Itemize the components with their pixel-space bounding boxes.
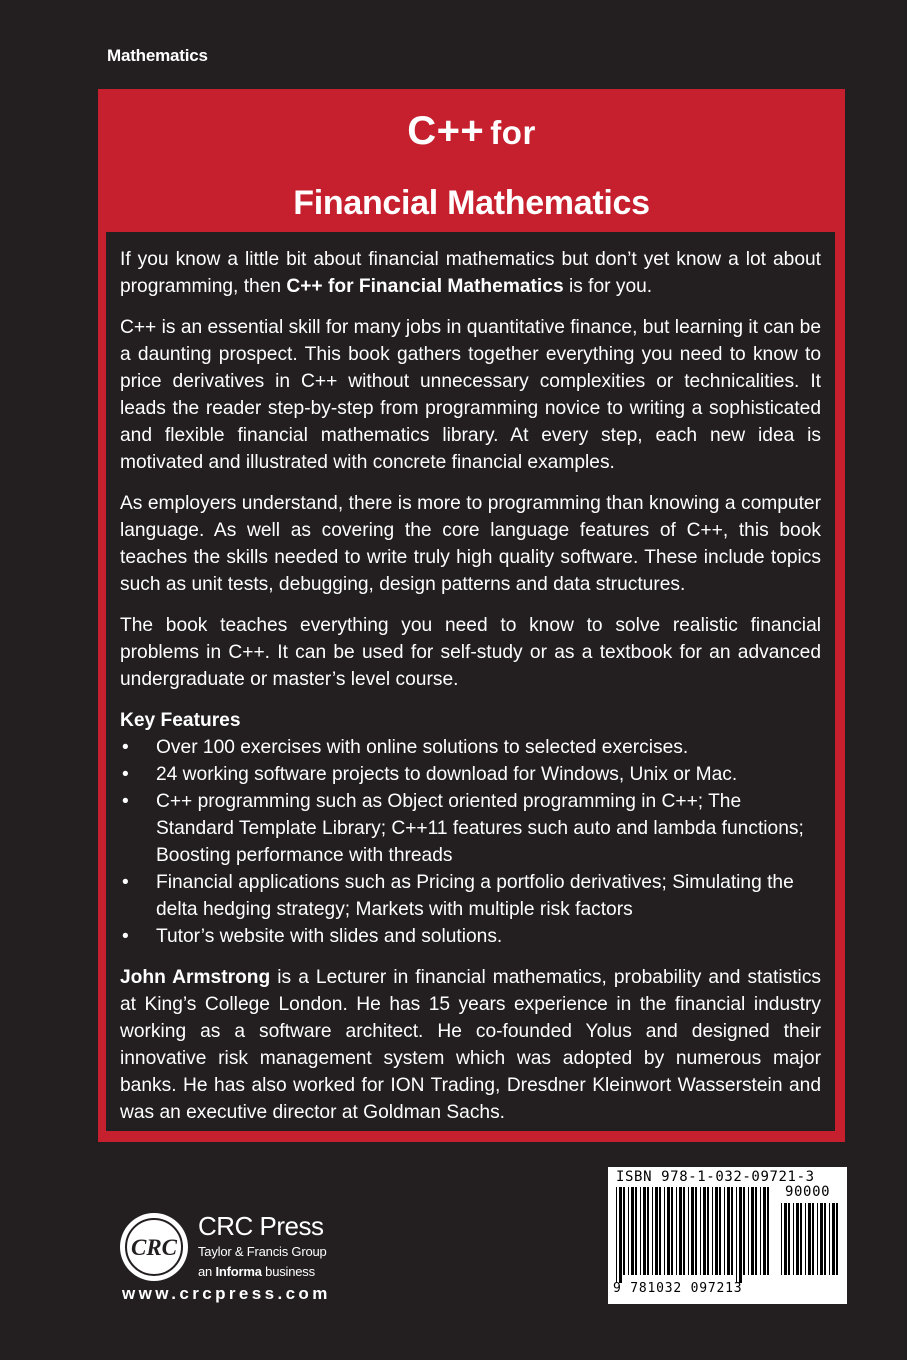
barcode-bars-addon [781,1203,843,1283]
paragraph-intro-text-b: is for you. [563,276,653,297]
barcode-bar [808,1203,811,1275]
price-code: 90000 [785,1184,831,1200]
barcode-bar [739,1187,742,1283]
publisher-url: www.crcpress.com [122,1284,331,1303]
barcode-bar [664,1187,665,1275]
paragraph-2: C++ is an essential skill for many jobs in quantitative finance, but learning it can be a daunting prospect. This book gathers together everything you need to know to price derivatives in C++ without unnecessary complexities or technicalities. It leads the reader step-by-step from programming novice to writing a sophisticated and flexible financial mathematics library. At every step, each new idea is motivated and illustrated with concrete financial examples. [120,317,821,473]
paragraph-intro-text-a: If you know a little bit about financial mathematics but don’t yet know a lot about programming, then [120,249,821,297]
barcode-bar [628,1187,629,1275]
bullet-icon: • [122,737,129,758]
barcode-bar [731,1187,733,1275]
barcode-bar [695,1187,697,1275]
barcode-bar [679,1187,682,1275]
barcode-bar [691,1187,694,1275]
barcode-bar [836,1203,838,1275]
barcode-bar [640,1187,641,1275]
paragraph-intro [120,246,821,300]
barcode-bar [788,1203,790,1275]
barcode-bar [781,1203,782,1275]
barcode-bar [812,1203,814,1275]
publisher-group: Taylor & Francis Group [198,1244,327,1259]
informa-name: Informa [215,1264,262,1279]
barcode-bar [820,1203,823,1275]
barcode-bar [655,1187,658,1275]
publisher-name: CRC Press [198,1211,324,1241]
key-features-list [120,734,821,950]
list-item-text: C++ programming such as Object oriented programming in C++; The Standard Template Library; C++11 features such auto and lambda functions; Boosting performance with threads [156,791,804,866]
barcode-bar [703,1187,706,1275]
description-panel [106,232,835,1131]
barcode-bar [751,1187,754,1275]
barcode-bar [724,1187,725,1275]
barcode-bar [719,1187,721,1275]
author-bio-text: is a Lecturer in financial mathematics, probability and statistics at King’s College London. He has 15 years experience in the financial industry working as a software architect. He co-founded Yolus and designed their innovative risk management system which was adopted by numerous major banks. He has also worked for ION Trading, Dresdner Kleinwort Wasserstein and was an executive director at Goldman Sachs. [120,967,822,1123]
barcode-bar [683,1187,685,1275]
barcode-bar [676,1187,677,1275]
barcode-bar [700,1187,701,1275]
barcode-bar [760,1187,761,1275]
barcode-bar [712,1187,713,1275]
paragraph-4: The book teaches everything you need to know to solve realistic financial problems in C++. It can be used for self-study or as a textbook for an advanced undergraduate or master’s level course. [120,615,821,690]
crc-logo-icon [118,1211,190,1283]
paragraph-intro-title: C++ for Financial Mathematics [286,276,564,297]
barcode-bar [763,1187,766,1275]
bullet-icon: • [122,926,129,947]
list-item [120,734,821,761]
title-line-1 [98,109,845,155]
title-line-2: Financial Mathematics [293,184,650,222]
category-label: Mathematics [107,46,208,65]
barcode-bar [755,1187,757,1275]
bullet-icon: • [122,872,129,893]
barcode-bar [667,1187,670,1275]
list-item [120,761,821,788]
barcode-bar [635,1187,637,1275]
cover-frame [98,89,845,1142]
author-bio [120,964,821,1126]
barcode-bar [616,1187,617,1283]
barcode-bar [793,1203,794,1275]
barcode-bar [817,1203,818,1275]
bullet-icon: • [122,764,129,785]
list-item [120,869,821,923]
barcode-bar [743,1187,745,1275]
barcode-bar [652,1187,653,1275]
barcode-bar [631,1187,634,1275]
barcode-bar [671,1187,673,1275]
barcode-bar [767,1187,769,1275]
author-name: John Armstrong [120,967,271,988]
barcode-bar [715,1187,718,1275]
barcode-bar [800,1203,802,1275]
barcode-bar [805,1203,806,1275]
barcode-bar [647,1187,649,1275]
barcode-bar [688,1187,689,1275]
barcode [608,1167,847,1304]
title-cpp: C++ [407,109,485,153]
barcode-bar [824,1203,826,1275]
barcode-bar [727,1187,730,1275]
list-item [120,788,821,869]
barcode-bar [659,1187,661,1275]
bullet-icon: • [122,791,129,812]
list-item [120,923,821,950]
crc-logo-text: CRC [130,1235,178,1260]
list-item-text: Over 100 exercises with online solutions to selected exercises. [156,737,689,758]
barcode-bar [736,1187,737,1283]
barcode-bar [643,1187,646,1275]
key-features-heading: Key Features [120,710,241,731]
barcode-bar [784,1203,787,1275]
list-item-text: Financial applications such as Pricing a portfolio derivatives; Simulating the delta hedging strategy; Markets with multiple risk factors [156,872,794,920]
barcode-bar [623,1187,625,1275]
barcode-bar [748,1187,749,1275]
title-for: for [490,114,536,151]
barcode-bars-main [616,1187,776,1283]
barcode-bar [796,1203,799,1275]
ean-digits: 9 781032 097213 [613,1281,743,1296]
barcode-bar [707,1187,709,1275]
barcode-bar [619,1187,622,1283]
isbn-label: ISBN 978-1-032-09721-3 [616,1169,815,1185]
informa-prefix: an [198,1264,216,1279]
list-item-text: Tutor’s website with slides and solutions. [156,926,503,947]
paragraph-3: As employers understand, there is more to programming than knowing a computer language. As well as covering the core language features of C++, this book teaches the skills needed to write truly high quality software. These include topics such as unit tests, debugging, design patterns and data structures. [120,493,821,595]
publisher-informa [198,1264,315,1279]
barcode-bar [829,1203,830,1275]
barcode-bar [832,1203,835,1275]
informa-suffix: business [261,1264,315,1279]
list-item-text: 24 working software projects to download for Windows, Unix or Mac. [156,764,738,785]
